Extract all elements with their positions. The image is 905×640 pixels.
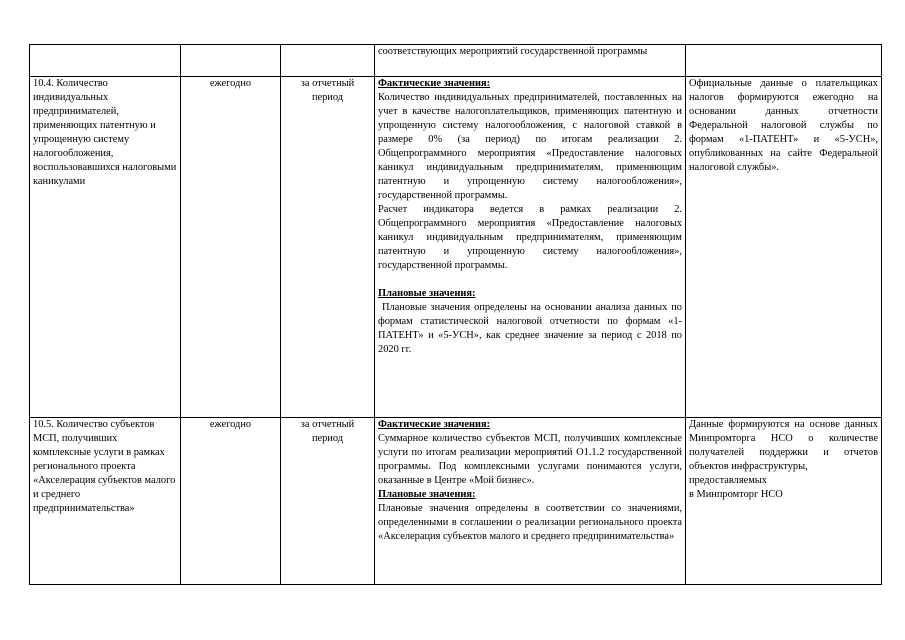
source-text-end: в Минпромторг НСО xyxy=(689,489,783,500)
period-text: за отчетный период xyxy=(300,78,355,103)
source-text-cont: предоставляемых xyxy=(689,475,767,486)
fact-values-header: Фактические значения: xyxy=(378,78,491,89)
frequency-text: ежегодно xyxy=(209,78,252,89)
source-text: Официальные данные о плательщиках налогов формируются ежегодно на основании данных отчетности Федеральной налоговой службы по формам «1-ПАТЕНТ» и «5-УСН», опубликованных на сайте Федеральной налоговой службы». xyxy=(689,78,878,173)
plan-values-text: Плановые значения определены в соответствии со значениями, определенными в соглашении о реализации регионального проекта «Акселерация субъектов малого и среднего предпринимательства» xyxy=(378,503,682,542)
cell-method xyxy=(375,418,686,585)
plan-values-text: Плановые значения определены на основании анализа данных по формам статистической налоговой отчетности по формам «1-ПАТЕНТ» и «5-УСН», как среднее значение за период с 2018 по 2020 гг. xyxy=(378,302,682,355)
cell-period xyxy=(281,418,375,585)
table-row xyxy=(30,418,882,585)
period-text: за отчетный период xyxy=(300,419,355,444)
indicator-name: 10.4. Количество индивидуальных предпринимателей, применяющих патентную и упрощенную систему налогообложения, воспользовавшихся налоговыми каникулами xyxy=(33,78,177,187)
paragraph-spacer xyxy=(378,273,682,287)
cell-source xyxy=(686,418,882,585)
cell-method xyxy=(375,45,686,77)
cell-frequency xyxy=(181,418,281,585)
cell-source xyxy=(686,45,882,77)
fact-values-text: Суммарное количество субъектов МСП, получивших комплексные услуги по итогам реализации мероприятий О1.1.2 государственной программы. Под комплексными услугами понимаются услуги, оказанные в Центре «Мой бизнес». xyxy=(378,433,682,486)
method-text: соответствующих мероприятий государственной программы xyxy=(378,46,648,57)
cell-frequency xyxy=(181,77,281,418)
indicators-table xyxy=(29,44,882,585)
fact-values-text: Количество индивидуальных предпринимателей, поставленных на учет в качестве налогоплательщиков, применяющих патентную и упрощенную систему налогообложения, с налоговой ставкой в размере 0% (за период) по итогам реализации 2. Общепрограммного мероприятия «Предоставление налоговых каникул индивидуальным предпринимателям, применяющим патентную и упрощенную систему налогообложения», государственной программы. xyxy=(378,92,682,201)
frequency-text: ежегодно xyxy=(209,419,252,430)
indicator-name: 10.5. Количество субъектов МСП, получивших комплексные услуги в рамках регионального проекта «Акселерация субъектов малого и среднего предпринимательства» xyxy=(33,419,176,514)
cell-indicator xyxy=(30,418,181,585)
cell-indicator xyxy=(30,77,181,418)
cell-indicator xyxy=(30,45,181,77)
cell-period xyxy=(281,45,375,77)
plan-values-header: Плановые значения: xyxy=(378,489,476,500)
cell-period xyxy=(281,77,375,418)
table-row xyxy=(30,77,882,418)
fact-values-header: Фактические значения: xyxy=(378,419,491,430)
cell-method xyxy=(375,77,686,418)
table-row xyxy=(30,45,882,77)
fact-calculation-text: Расчет индикатора ведется в рамках реализации 2. Общепрограммного мероприятия «Предоставление налоговых каникул индивидуальным предпринимателям, применяющим патентную и упрощенную систему налогообложения», государственной программы. xyxy=(378,204,682,271)
source-text: Данные формируются на основе данных Минпромторга НСО о количестве получателей поддержки и отчетов объектов инфраструктуры, xyxy=(689,419,878,472)
cell-frequency xyxy=(181,45,281,77)
cell-source xyxy=(686,77,882,418)
plan-values-header: Плановые значения: xyxy=(378,288,476,299)
